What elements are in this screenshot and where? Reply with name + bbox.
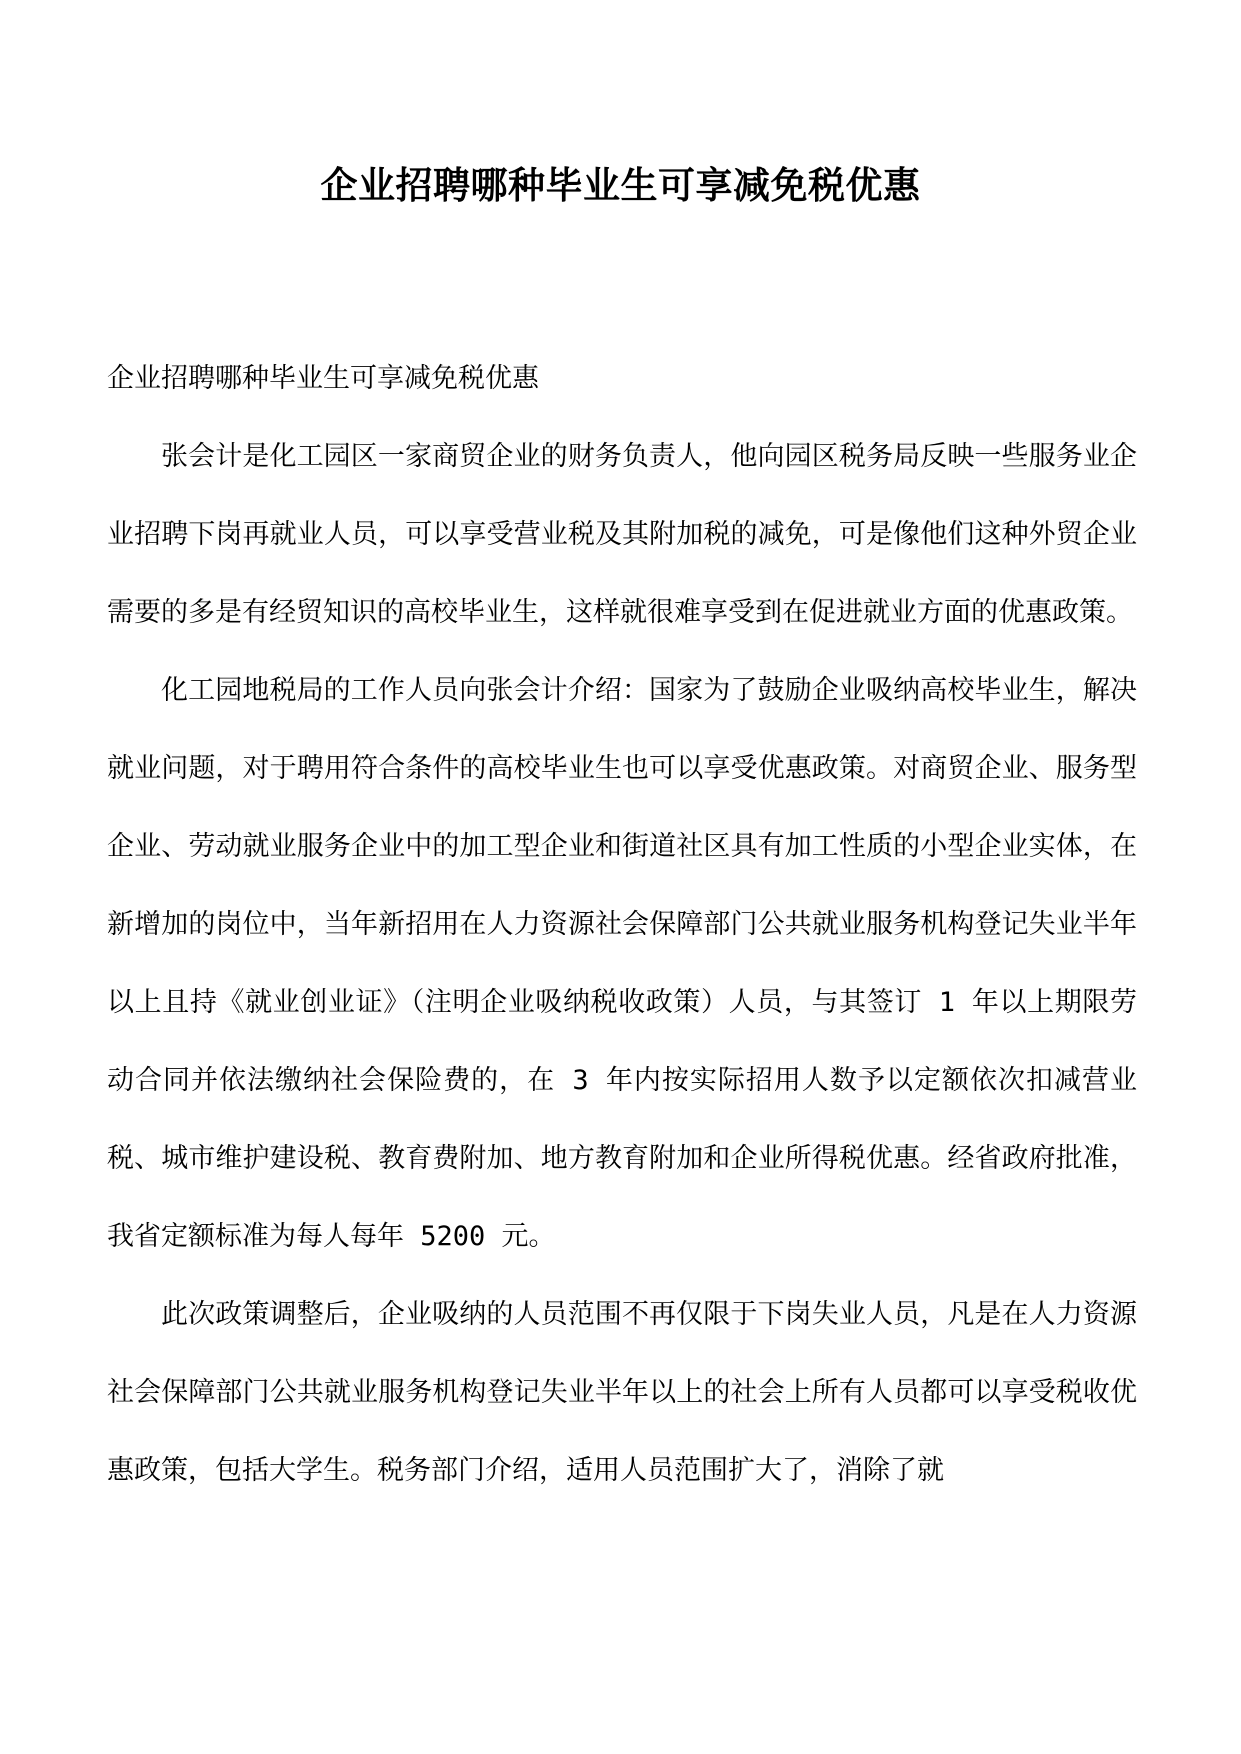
document-subtitle: 企业招聘哪种毕业生可享减免税优惠	[107, 363, 539, 394]
paragraph: 化工园地税局的工作人员向张会计介绍：国家为了鼓励企业吸纳高校毕业生，解决就业问题，对于聘用符合条件的高校毕业生也可以享受优惠政策。对商贸企业、服务型企业、劳动就业服务企业中的加工型企业和街道社区具有加工性质的小型企业实体，在新增加的岗位中，当年新招用在人力资源社会保障部门公共就业服务机构登记失业半年以上且持《就业创业证》（注明企业吸纳税收政策）人员，与其签订 1 年以上期限劳动合同并依法缴纳社会保险费的，在 3 年内按实际招用人数予以定额依次扣减营业税、城市维护建设税、教育费附加、地方教育附加和企业所得税优惠。经省政府批准，我省定额标准为每人每年 5200 元。	[107, 675, 1137, 1252]
document-body	[107, 340, 1137, 1510]
paragraph: 此次政策调整后，企业吸纳的人员范围不再仅限于下岗失业人员，凡是在人力资源社会保障部门公共就业服务机构登记失业半年以上的社会上所有人员都可以享受税收优惠政策，包括大学生。税务部门介绍，适用人员范围扩大了，消除了就	[107, 1299, 1137, 1486]
document-title: 企业招聘哪种毕业生可享减免税优惠	[320, 163, 921, 207]
paragraph: 张会计是化工园区一家商贸企业的财务负责人，他向园区税务局反映一些服务业企业招聘下岗再就业人员，可以享受营业税及其附加税的减免，可是像他们这种外贸企业需要的多是有经贸知识的高校毕业生，这样就很难享受到在促进就业方面的优惠政策。	[107, 441, 1137, 628]
